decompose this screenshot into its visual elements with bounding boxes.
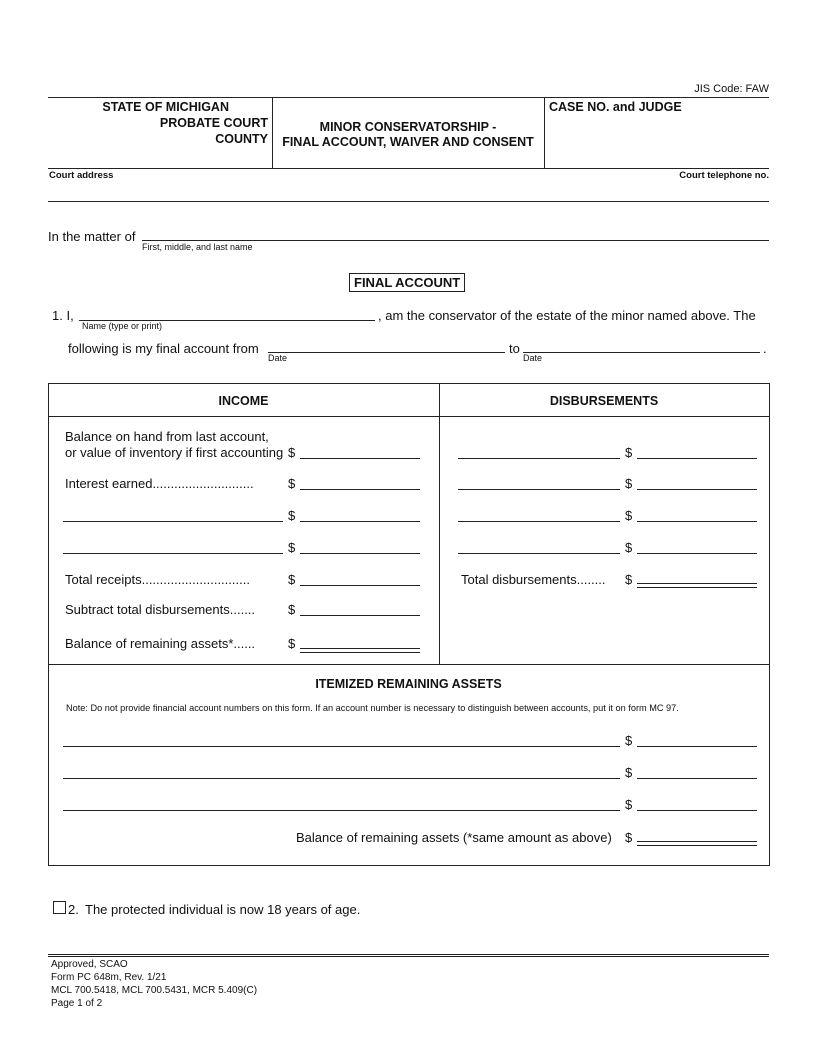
currency-sign: $ [288, 572, 296, 587]
date-to-field[interactable] [523, 352, 760, 353]
asset-amount-field[interactable] [637, 746, 757, 747]
matter-prefix: In the matter of [48, 229, 136, 244]
asset-desc-field[interactable] [63, 778, 620, 779]
disbursement-amount-field[interactable] [637, 458, 757, 459]
currency-sign: $ [625, 445, 633, 460]
balance-remaining-field[interactable] [300, 648, 420, 653]
currency-sign: $ [288, 602, 296, 617]
currency-sign: $ [625, 540, 633, 555]
itemized-balance-field[interactable] [637, 841, 757, 846]
item1-line2-text: following is my final account from [68, 341, 259, 356]
currency-sign: $ [625, 508, 633, 523]
asset-desc-field[interactable] [63, 810, 620, 811]
currency-sign: $ [625, 572, 633, 587]
jis-code: JIS Code: FAW [694, 83, 769, 95]
account-table-heading-rule [48, 416, 769, 417]
conservator-name-caption: Name (type or print) [82, 321, 163, 331]
disbursement-amount-field[interactable] [637, 489, 757, 490]
subtract-disbursements-field[interactable] [300, 615, 420, 616]
total-receipts-field[interactable] [300, 585, 420, 586]
total-disbursements-field[interactable] [637, 583, 757, 588]
item2-checkbox[interactable] [53, 901, 66, 914]
form-title-line2: FINAL ACCOUNT, WAIVER AND CONSENT [282, 135, 534, 149]
asset-amount-field[interactable] [637, 778, 757, 779]
asset-desc-field[interactable] [63, 746, 620, 747]
income-other-amount-field[interactable] [300, 521, 420, 522]
date-from-field[interactable] [268, 352, 505, 353]
disbursement-desc-field[interactable] [458, 489, 620, 490]
footer-rule [48, 954, 769, 957]
case-number-label: CASE NO. and JUDGE [549, 100, 682, 114]
interest-amount-field[interactable] [300, 489, 420, 490]
item1-number: 1. I, [52, 308, 74, 323]
currency-sign: $ [625, 797, 633, 812]
footer-page: Page 1 of 2 [51, 998, 103, 1009]
subtract-disbursements-label: Subtract total disbursements....... [65, 602, 256, 617]
date-to-caption: Date [523, 353, 543, 363]
account-table-divider [439, 383, 440, 665]
footer-form-number: Form PC 648m, Rev. 1/21 [51, 972, 167, 983]
balance-remaining-label: Balance of remaining assets*...... [65, 636, 256, 651]
interest-label: Interest earned............................ [65, 476, 254, 491]
matter-name-caption: First, middle, and last name [142, 242, 253, 252]
to-text: to [509, 341, 520, 356]
total-receipts-label: Total receipts.............................. [65, 572, 250, 587]
currency-sign: $ [625, 476, 633, 491]
state-label: STATE OF MICHIGAN [102, 100, 229, 114]
header-divider-right [544, 97, 545, 169]
item1-period: . [763, 341, 767, 356]
item2-number: 2. [68, 902, 79, 917]
income-other-desc-field[interactable] [63, 553, 283, 554]
asset-amount-field[interactable] [637, 810, 757, 811]
itemized-balance-label: Balance of remaining assets (*same amount as above) [296, 830, 612, 845]
currency-sign: $ [288, 540, 296, 555]
footer-mcl: MCL 700.5418, MCL 700.5431, MCR 5.409(C) [51, 985, 258, 996]
case-number-field[interactable] [548, 115, 767, 165]
itemized-top-rule [48, 664, 769, 665]
disbursement-desc-field[interactable] [458, 458, 620, 459]
header-top-rule [48, 97, 769, 98]
total-disbursements-label: Total disbursements........ [461, 572, 606, 587]
form-title-line1: MINOR CONSERVATORSHIP - [319, 120, 497, 134]
disbursement-amount-field[interactable] [637, 521, 757, 522]
matter-name-field[interactable] [142, 240, 769, 241]
court-label: PROBATE COURT [159, 116, 268, 130]
header-bottom-rule [48, 168, 769, 169]
disbursement-desc-field[interactable] [458, 553, 620, 554]
balance-label-line1: Balance on hand from last account, [65, 429, 269, 444]
currency-sign: $ [625, 765, 633, 780]
disbursement-amount-field[interactable] [637, 553, 757, 554]
income-other-amount-field[interactable] [300, 553, 420, 554]
currency-sign: $ [288, 476, 296, 491]
county-label: COUNTY [215, 132, 268, 146]
balance-label-line2: or value of inventory if first accounting [65, 445, 284, 460]
itemized-note: Note: Do not provide financial account numbers on this form. If an account number is necessary to distinguish between accounts, put it on form MC 97. [66, 703, 679, 713]
court-address-label: Court address [49, 170, 114, 181]
balance-amount-field[interactable] [300, 458, 420, 459]
currency-sign: $ [288, 508, 296, 523]
income-other-desc-field[interactable] [63, 521, 283, 522]
item2-text: The protected individual is now 18 years of age. [85, 902, 361, 917]
currency-sign: $ [625, 830, 633, 845]
disbursements-heading: DISBURSEMENTS [549, 394, 659, 408]
currency-sign: $ [288, 445, 296, 460]
currency-sign: $ [625, 733, 633, 748]
currency-sign: $ [288, 636, 296, 651]
income-heading: INCOME [218, 394, 269, 408]
item1-text: , am the conservator of the estate of the minor named above. The [378, 308, 756, 323]
footer-approved: Approved, SCAO [51, 959, 128, 970]
court-address-rule [48, 201, 769, 202]
court-address-field[interactable] [48, 182, 769, 200]
disbursement-desc-field[interactable] [458, 521, 620, 522]
final-account-heading: FINAL ACCOUNT [349, 273, 465, 292]
date-from-caption: Date [268, 353, 288, 363]
itemized-heading: ITEMIZED REMAINING ASSETS [315, 677, 502, 691]
court-telephone-label: Court telephone no. [679, 170, 769, 181]
